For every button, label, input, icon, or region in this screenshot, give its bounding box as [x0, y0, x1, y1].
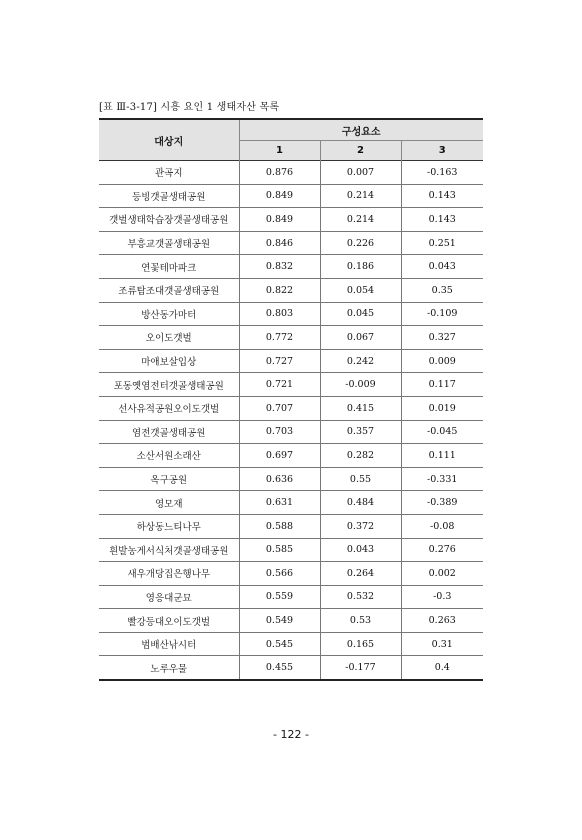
component-3-cell: 0.263: [401, 609, 483, 633]
component-2-cell: 0.242: [320, 349, 401, 373]
table-row: [99, 656, 483, 680]
table-row: [99, 208, 483, 232]
header-component-1: 1: [239, 141, 320, 161]
component-3-cell: -0.389: [401, 491, 483, 515]
site-name-cell: 포동옛염전터갯골생태공원: [99, 373, 239, 397]
component-3-cell: 0.143: [401, 184, 483, 208]
header-component-3: 3: [401, 141, 483, 161]
component-2-cell: 0.165: [320, 632, 401, 656]
table-caption: [표 Ⅲ-3-17] 시흥 요인 1 생태자산 목록: [99, 102, 280, 113]
component-3-cell: 0.276: [401, 538, 483, 562]
table-row: [99, 349, 483, 373]
component-1-cell: 0.703: [239, 420, 320, 444]
component-1-cell: 0.545: [239, 632, 320, 656]
component-3-cell: 0.002: [401, 562, 483, 586]
site-name-cell: 관곡지: [99, 161, 239, 185]
site-name-cell: 방산동가마터: [99, 302, 239, 326]
component-2-cell: 0.214: [320, 184, 401, 208]
component-1-cell: 0.455: [239, 656, 320, 680]
component-2-cell: 0.55: [320, 467, 401, 491]
component-1-cell: 0.588: [239, 514, 320, 538]
component-1-cell: 0.772: [239, 326, 320, 350]
component-1-cell: 0.803: [239, 302, 320, 326]
site-name-cell: 노루우물: [99, 656, 239, 680]
site-name-cell: 조류탐조대갯골생태공원: [99, 278, 239, 302]
component-2-cell: 0.214: [320, 208, 401, 232]
component-2-cell: 0.282: [320, 444, 401, 468]
component-3-cell: 0.327: [401, 326, 483, 350]
component-3-cell: 0.35: [401, 278, 483, 302]
component-3-cell: 0.4: [401, 656, 483, 680]
component-3-cell: 0.31: [401, 632, 483, 656]
component-1-cell: 0.876: [239, 161, 320, 185]
table-row: [99, 184, 483, 208]
component-2-cell: 0.043: [320, 538, 401, 562]
component-1-cell: 0.697: [239, 444, 320, 468]
component-3-cell: 0.043: [401, 255, 483, 279]
component-2-cell: 0.007: [320, 161, 401, 185]
table-body: [99, 161, 483, 681]
component-3-cell: -0.163: [401, 161, 483, 185]
component-1-cell: 0.549: [239, 609, 320, 633]
site-name-cell: 하상동느티나무: [99, 514, 239, 538]
site-name-cell: 소산서원소래산: [99, 444, 239, 468]
table-row: [99, 467, 483, 491]
component-1-cell: 0.636: [239, 467, 320, 491]
component-1-cell: 0.727: [239, 349, 320, 373]
component-1-cell: 0.846: [239, 231, 320, 255]
component-2-cell: 0.372: [320, 514, 401, 538]
component-2-cell: 0.226: [320, 231, 401, 255]
header-site: 대상지: [99, 119, 239, 161]
table-row: [99, 255, 483, 279]
component-3-cell: -0.109: [401, 302, 483, 326]
component-3-cell: 0.251: [401, 231, 483, 255]
site-name-cell: 오이도갯벌: [99, 326, 239, 350]
component-3-cell: -0.3: [401, 585, 483, 609]
component-2-cell: 0.186: [320, 255, 401, 279]
table-row: [99, 514, 483, 538]
site-name-cell: 연꽃테마파크: [99, 255, 239, 279]
component-3-cell: 0.019: [401, 396, 483, 420]
table-row: [99, 302, 483, 326]
table-row: [99, 326, 483, 350]
site-name-cell: 흰발농게서식처갯골생태공원: [99, 538, 239, 562]
component-2-cell: 0.415: [320, 396, 401, 420]
component-2-cell: 0.53: [320, 609, 401, 633]
table-row: [99, 161, 483, 185]
header-component-2: 2: [320, 141, 401, 161]
site-name-cell: 빨강등대오이도갯벌: [99, 609, 239, 633]
header-components: 구성요소: [239, 119, 483, 141]
table-row: [99, 585, 483, 609]
component-3-cell: -0.331: [401, 467, 483, 491]
page-number: - 122 -: [273, 728, 309, 741]
site-name-cell: 등빙갯골생태공원: [99, 184, 239, 208]
component-1-cell: 0.849: [239, 184, 320, 208]
component-2-cell: 0.054: [320, 278, 401, 302]
component-2-cell: -0.177: [320, 656, 401, 680]
table-row: [99, 444, 483, 468]
site-name-cell: 갯벌생태학습장갯골생태공원: [99, 208, 239, 232]
site-name-cell: 염전갯골생태공원: [99, 420, 239, 444]
component-1-cell: 0.559: [239, 585, 320, 609]
table-row: [99, 562, 483, 586]
table-row: [99, 396, 483, 420]
component-3-cell: -0.045: [401, 420, 483, 444]
component-1-cell: 0.707: [239, 396, 320, 420]
component-1-cell: 0.849: [239, 208, 320, 232]
table-row: [99, 491, 483, 515]
table-row: [99, 609, 483, 633]
component-1-cell: 0.585: [239, 538, 320, 562]
component-2-cell: 0.532: [320, 585, 401, 609]
site-name-cell: 선사유적공원오이도갯벌: [99, 396, 239, 420]
component-2-cell: 0.045: [320, 302, 401, 326]
table-row: [99, 278, 483, 302]
component-1-cell: 0.822: [239, 278, 320, 302]
site-name-cell: 영응대군묘: [99, 585, 239, 609]
site-name-cell: 옥구공원: [99, 467, 239, 491]
table-row: [99, 373, 483, 397]
site-name-cell: 마애보살입상: [99, 349, 239, 373]
table-row: [99, 538, 483, 562]
component-3-cell: 0.009: [401, 349, 483, 373]
component-3-cell: 0.143: [401, 208, 483, 232]
component-3-cell: -0.08: [401, 514, 483, 538]
site-name-cell: 부흥교갯골생태공원: [99, 231, 239, 255]
component-2-cell: 0.357: [320, 420, 401, 444]
component-1-cell: 0.832: [239, 255, 320, 279]
component-2-cell: 0.067: [320, 326, 401, 350]
table-row: [99, 420, 483, 444]
table-row: [99, 231, 483, 255]
component-2-cell: 0.264: [320, 562, 401, 586]
site-name-cell: 새우개당집은행나무: [99, 562, 239, 586]
site-name-cell: 영모재: [99, 491, 239, 515]
component-2-cell: 0.484: [320, 491, 401, 515]
component-1-cell: 0.721: [239, 373, 320, 397]
component-3-cell: 0.111: [401, 444, 483, 468]
ecological-asset-table: [99, 118, 483, 681]
component-2-cell: -0.009: [320, 373, 401, 397]
component-3-cell: 0.117: [401, 373, 483, 397]
component-1-cell: 0.631: [239, 491, 320, 515]
table-row: [99, 632, 483, 656]
site-name-cell: 범배산낚시터: [99, 632, 239, 656]
component-1-cell: 0.566: [239, 562, 320, 586]
